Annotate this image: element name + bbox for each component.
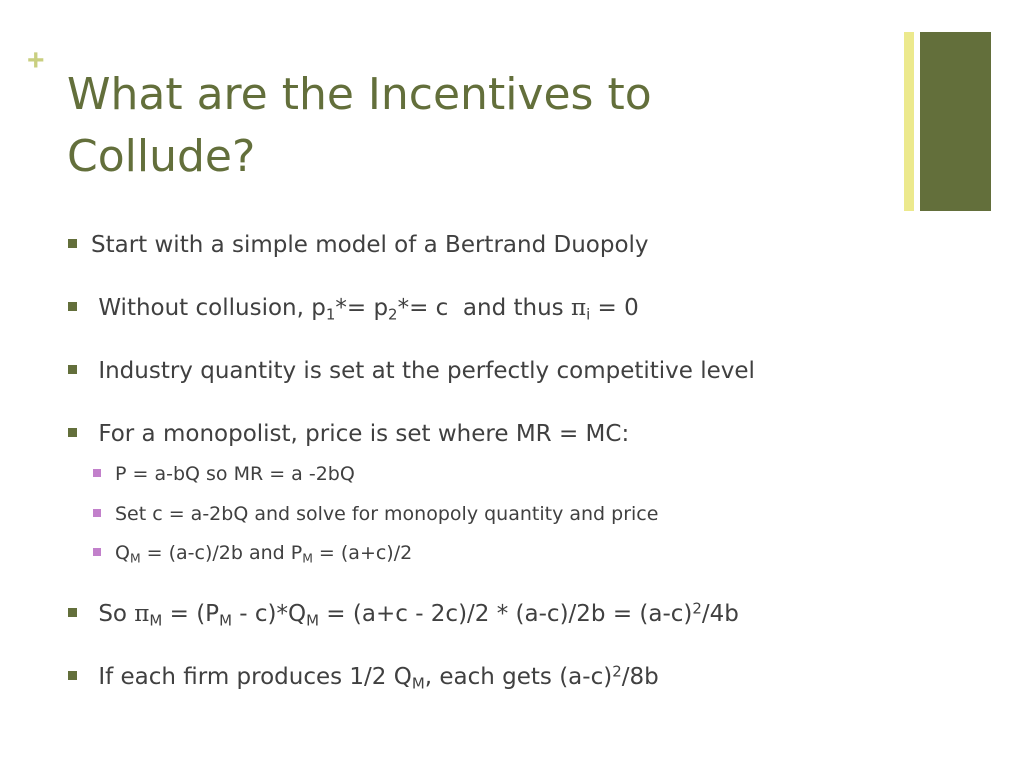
slide-title [67, 64, 867, 188]
decorative-bar-dark [920, 32, 991, 211]
square-bullet-icon [68, 365, 77, 374]
sub-bullet-item-3 [93, 541, 412, 565]
bullet-item-6 [68, 663, 659, 691]
bullet-text: Start with a simple model of a Bertrand Duopoly [91, 232, 649, 258]
square-sub-bullet-icon [93, 548, 101, 556]
bullet-item-1 [68, 231, 649, 259]
bullet-text: If each firm produces 1/2 $Q_M$, each gets $(a-c)^2/8b$ [98, 662, 659, 693]
square-bullet-icon [68, 302, 77, 311]
sub-bullet-text: $Q_M = (a-c)/2b$ and $P_M = (a+c)/2$ [115, 542, 413, 566]
bullet-text: For a monopolist, price is set where MR = MC: [98, 421, 630, 447]
title-line-2: Collude? [67, 131, 256, 182]
bullet-text: Industry quantity is set at the perfectly competitive level [98, 358, 755, 384]
bullet-text: So $\pi_M = (P_M - c)*Q_M = (a+c - 2c)/2 * (a-c)/2b = (a-c)^2/4b$ [98, 599, 739, 630]
square-sub-bullet-icon [93, 509, 101, 517]
plus-icon: + [27, 44, 45, 77]
bullet-item-3 [68, 357, 755, 385]
square-bullet-icon [68, 671, 77, 680]
bullet-item-5 [68, 600, 739, 628]
sub-bullet-item-2 [93, 502, 658, 526]
title-line-1: What are the Incentives to [67, 69, 652, 120]
square-bullet-icon [68, 239, 77, 248]
square-bullet-icon [68, 608, 77, 617]
square-sub-bullet-icon [93, 469, 101, 477]
sub-bullet-item-1 [93, 462, 355, 486]
sub-bullet-text: Set c = a-2bQ and solve for monopoly quantity and price [115, 503, 659, 525]
bullet-item-2 [68, 294, 639, 322]
sub-bullet-text: P = a-bQ so MR = a -2bQ [115, 463, 355, 485]
decorative-bar-light [904, 32, 914, 211]
bullet-text: Without collusion, $p_1*= p_2*= c$ and thus $\pi_i = 0$ [98, 295, 639, 324]
bullet-item-4 [68, 420, 629, 448]
square-bullet-icon [68, 428, 77, 437]
